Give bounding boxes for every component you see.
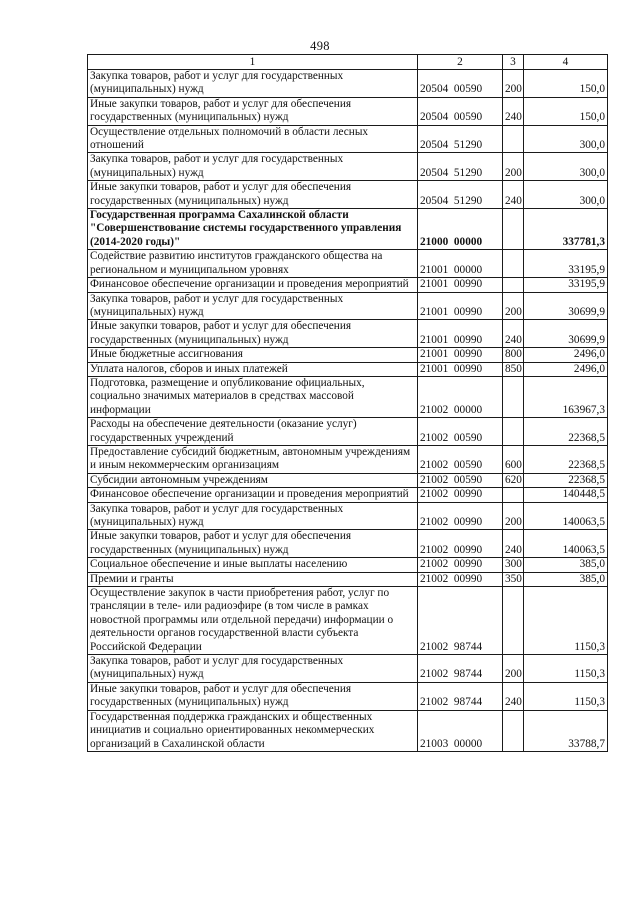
row-code-cell: 21002 98744 [418,587,503,655]
row-name-cell: Иные бюджетные ассигнования [88,348,418,362]
row-code-cell: 20504 51290 [418,181,503,209]
row-name-cell: Уплата налогов, сборов и иных платежей [88,362,418,376]
table-row [88,348,608,362]
row-type-cell [503,587,524,655]
row-type-cell [503,209,524,250]
table-row [88,376,608,417]
row-name-cell: Иные закупки товаров, работ и услуг для обеспечения государственных (муниципальных) нужд [88,320,418,348]
row-amount-cell: 1150,3 [524,655,608,683]
row-code-cell: 21002 00990 [418,502,503,530]
row-name-cell: Расходы на обеспечение деятельности (оказание услуг) государственных учреждений [88,418,418,446]
row-code-cell: 21001 00990 [418,320,503,348]
row-code-cell: 20504 51290 [418,125,503,153]
row-amount-cell: 30699,9 [524,320,608,348]
row-name-cell: Закупка товаров, работ и услуг для государственных (муниципальных) нужд [88,292,418,320]
table-row [88,418,608,446]
row-name-cell: Закупка товаров, работ и услуг для государственных (муниципальных) нужд [88,70,418,98]
row-type-cell: 600 [503,445,524,473]
row-amount-cell: 150,0 [524,70,608,98]
table-row [88,278,608,292]
row-type-cell [503,710,524,751]
row-name-cell: Премии и гранты [88,572,418,586]
row-amount-cell: 300,0 [524,181,608,209]
row-type-cell: 200 [503,292,524,320]
row-name-cell: Подготовка, размещение и опубликование официальных, социально значимых материалов в средствах массовой информации [88,376,418,417]
table-row [88,655,608,683]
row-code-cell: 21001 00990 [418,292,503,320]
row-code-cell: 21001 00000 [418,250,503,278]
table-row [88,530,608,558]
row-amount-cell: 150,0 [524,97,608,125]
column-header-type: 3 [503,55,524,70]
row-amount-cell: 30699,9 [524,292,608,320]
row-name-cell: Предоставление субсидий бюджетным, автономным учреждениям и иным некоммерческим организациям [88,445,418,473]
row-code-cell: 21003 00000 [418,710,503,751]
row-type-cell: 200 [503,153,524,181]
row-code-cell: 21002 98744 [418,655,503,683]
row-type-cell [503,418,524,446]
row-type-cell: 240 [503,181,524,209]
row-name-cell: Финансовое обеспечение организации и проведения мероприятий [88,278,418,292]
row-amount-cell: 140063,5 [524,530,608,558]
table-row [88,181,608,209]
column-header-amount: 4 [524,55,608,70]
row-type-cell: 300 [503,558,524,572]
row-amount-cell: 2496,0 [524,362,608,376]
table-row [88,502,608,530]
row-type-cell [503,278,524,292]
row-code-cell: 21001 00990 [418,348,503,362]
table-row [88,572,608,586]
table-row [88,362,608,376]
row-code-cell: 21002 00990 [418,572,503,586]
table-row [88,587,608,655]
table-row [88,445,608,473]
row-amount-cell: 385,0 [524,572,608,586]
row-type-cell: 240 [503,97,524,125]
row-name-cell: Осуществление отдельных полномочий в области лесных отношений [88,125,418,153]
row-amount-cell: 22368,5 [524,445,608,473]
table-body [88,70,608,752]
row-type-cell: 200 [503,502,524,530]
row-type-cell: 240 [503,320,524,348]
table-row [88,473,608,487]
column-header-name: 1 [88,55,418,70]
table-row [88,558,608,572]
row-code-cell: 20504 51290 [418,153,503,181]
row-code-cell: 21001 00990 [418,278,503,292]
row-code-cell: 21000 00000 [418,209,503,250]
row-code-cell: 21002 00590 [418,445,503,473]
row-amount-cell: 2496,0 [524,348,608,362]
row-amount-cell: 337781,3 [524,209,608,250]
row-code-cell: 21002 00590 [418,473,503,487]
row-name-cell: Иные закупки товаров, работ и услуг для обеспечения государственных (муниципальных) нужд [88,97,418,125]
page-number: 498 [310,39,330,53]
row-name-cell: Иные закупки товаров, работ и услуг для обеспечения государственных (муниципальных) нужд [88,530,418,558]
row-amount-cell: 163967,3 [524,376,608,417]
budget-table [87,54,608,752]
row-name-cell: Социальное обеспечение и иные выплаты населению [88,558,418,572]
row-name-cell: Иные закупки товаров, работ и услуг для обеспечения государственных (муниципальных) нужд [88,181,418,209]
row-amount-cell: 33788,7 [524,710,608,751]
row-code-cell: 21002 00990 [418,530,503,558]
row-amount-cell: 33195,9 [524,278,608,292]
row-name-cell: Субсидии автономным учреждениям [88,473,418,487]
table-row [88,97,608,125]
row-amount-cell: 140448,5 [524,488,608,502]
table-row [88,320,608,348]
row-amount-cell: 22368,5 [524,418,608,446]
table-row [88,292,608,320]
row-type-cell: 240 [503,530,524,558]
row-amount-cell: 300,0 [524,153,608,181]
row-name-cell: Закупка товаров, работ и услуг для государственных (муниципальных) нужд [88,502,418,530]
row-type-cell: 620 [503,473,524,487]
table-row [88,682,608,710]
row-type-cell: 200 [503,70,524,98]
table-row [88,488,608,502]
row-name-cell: Финансовое обеспечение организации и проведения мероприятий [88,488,418,502]
row-name-cell: Закупка товаров, работ и услуг для государственных (муниципальных) нужд [88,655,418,683]
row-type-cell: 850 [503,362,524,376]
row-name-cell: Государственная программа Сахалинской области "Совершенствование системы государственного управления (2014-2020 годы)" [88,209,418,250]
row-name-cell: Закупка товаров, работ и услуг для государственных (муниципальных) нужд [88,153,418,181]
row-amount-cell: 385,0 [524,558,608,572]
table-row [88,710,608,751]
row-name-cell: Осуществление закупок в части приобретения работ, услуг по трансляции в теле- или радиоэфире (в том числе в рамках новостной программы или отдельной передачи) информации о деятельности органов государственной власти субъекта Российской Федерации [88,587,418,655]
row-code-cell: 21002 00990 [418,488,503,502]
table-row [88,250,608,278]
row-type-cell [503,250,524,278]
row-code-cell: 21002 00000 [418,376,503,417]
row-name-cell: Государственная поддержка гражданских и общественных инициатив и социально ориентированных некоммерческих организаций в Сахалинской области [88,710,418,751]
row-code-cell: 20504 00590 [418,70,503,98]
row-amount-cell: 300,0 [524,125,608,153]
row-type-cell [503,488,524,502]
row-code-cell: 21002 00590 [418,418,503,446]
table-row [88,70,608,98]
row-name-cell: Содействие развитию институтов гражданского общества на региональном и муниципальном уровнях [88,250,418,278]
table-row [88,153,608,181]
row-amount-cell: 140063,5 [524,502,608,530]
row-type-cell: 350 [503,572,524,586]
row-amount-cell: 22368,5 [524,473,608,487]
row-type-cell: 200 [503,655,524,683]
row-amount-cell: 33195,9 [524,250,608,278]
row-code-cell: 21001 00990 [418,362,503,376]
column-header-code: 2 [418,55,503,70]
row-code-cell: 20504 00590 [418,97,503,125]
row-code-cell: 21002 00990 [418,558,503,572]
table-header-row [88,55,608,70]
row-amount-cell: 1150,3 [524,587,608,655]
table-row [88,209,608,250]
table-row [88,125,608,153]
row-code-cell: 21002 98744 [418,682,503,710]
row-type-cell: 800 [503,348,524,362]
row-type-cell [503,125,524,153]
row-amount-cell: 1150,3 [524,682,608,710]
row-type-cell [503,376,524,417]
row-name-cell: Иные закупки товаров, работ и услуг для обеспечения государственных (муниципальных) нужд [88,682,418,710]
row-type-cell: 240 [503,682,524,710]
